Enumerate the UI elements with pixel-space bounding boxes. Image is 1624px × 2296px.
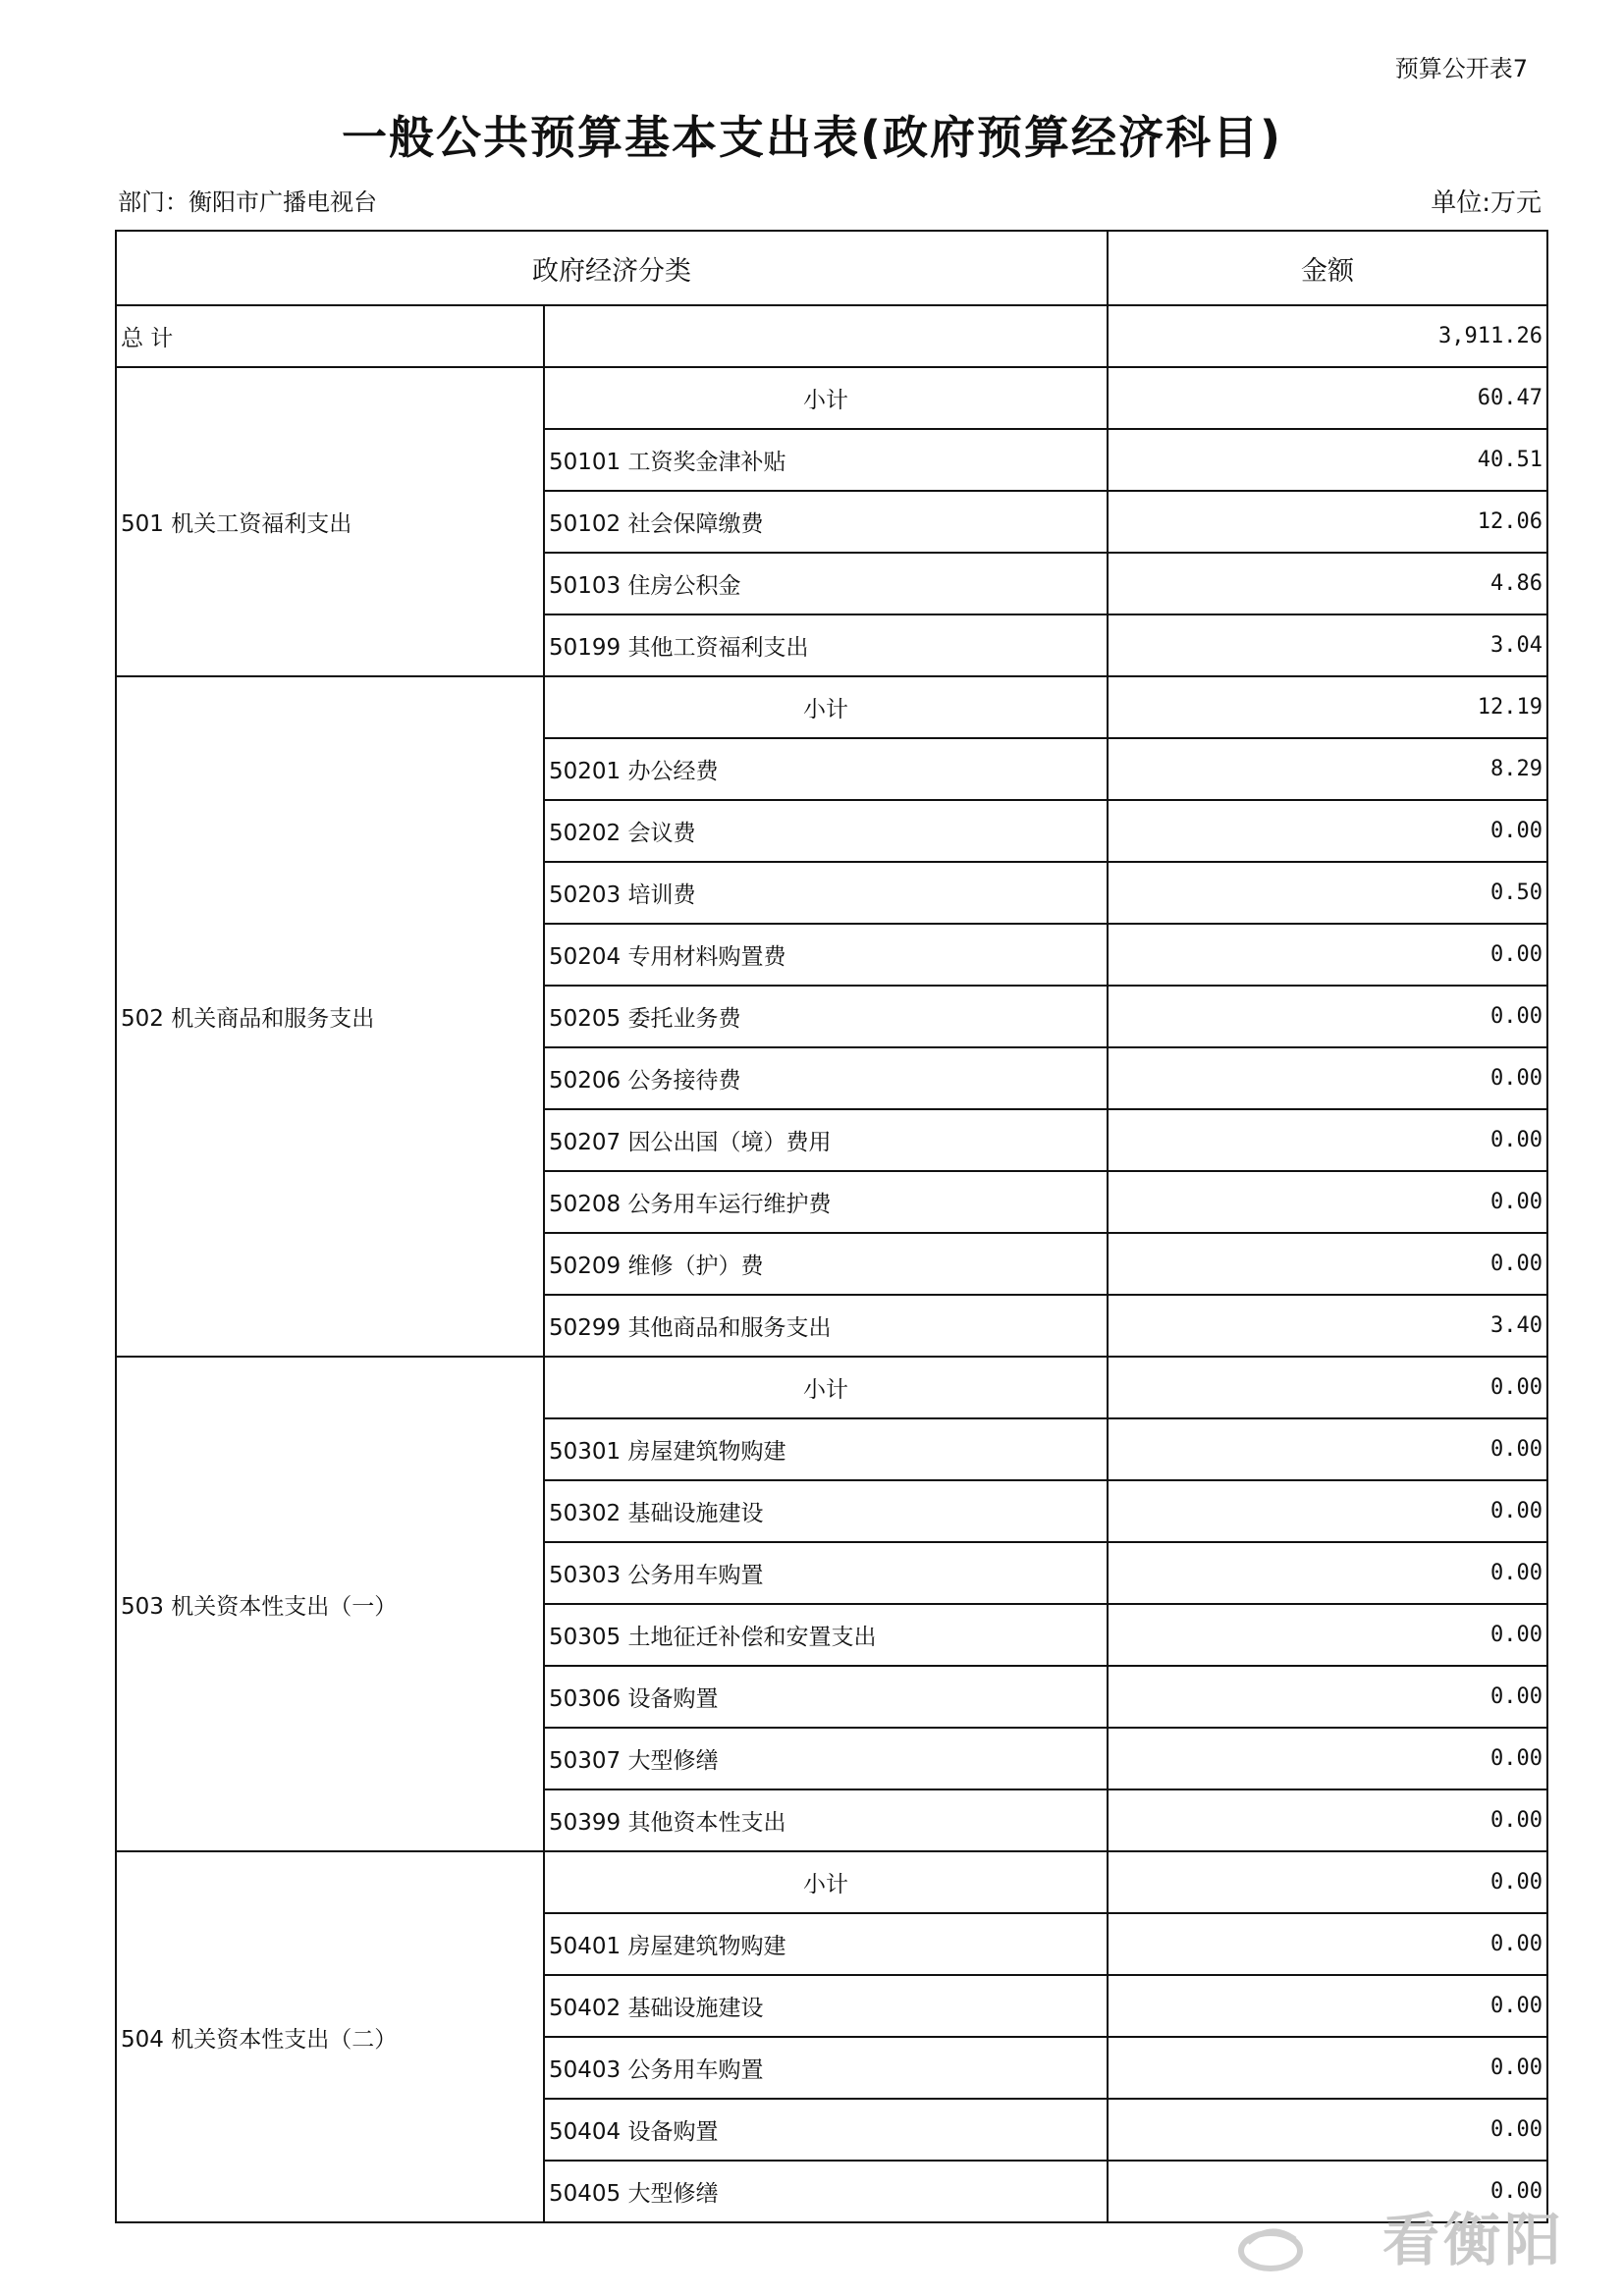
unit-label: 单位:万元 xyxy=(1431,188,1542,218)
item-label: 50202 会议费 xyxy=(544,800,1108,862)
group-label: 503 机关资本性支出（一） xyxy=(116,1357,544,1851)
item-amount: 0.00 xyxy=(1108,1480,1547,1542)
total-empty-cell xyxy=(544,305,1108,367)
item-amount: 3.40 xyxy=(1108,1295,1547,1357)
item-label: 50199 其他工资福利支出 xyxy=(544,614,1108,676)
item-amount: 3.04 xyxy=(1108,614,1547,676)
item-label: 50207 因公出国（境）费用 xyxy=(544,1109,1108,1171)
item-label: 50404 设备购置 xyxy=(544,2099,1108,2161)
item-label: 50306 设备购置 xyxy=(544,1666,1108,1728)
item-label: 50206 公务接待费 xyxy=(544,1047,1108,1109)
subtotal-amount: 12.19 xyxy=(1108,676,1547,738)
header-amount: 金额 xyxy=(1108,231,1547,305)
budget-table xyxy=(115,230,1548,2223)
item-amount: 0.00 xyxy=(1108,2037,1547,2099)
total-amount: 3,911.26 xyxy=(1108,305,1547,367)
total-label: 总 计 xyxy=(116,305,544,367)
department-label: 部门：衡阳市广播电视台 xyxy=(118,188,377,216)
item-amount: 8.29 xyxy=(1108,738,1547,800)
item-amount: 12.06 xyxy=(1108,491,1547,553)
table-header-row xyxy=(116,231,1547,305)
item-label: 50209 维修（护）费 xyxy=(544,1233,1108,1295)
item-amount: 40.51 xyxy=(1108,429,1547,491)
item-amount: 0.00 xyxy=(1108,1047,1547,1109)
subtotal-row xyxy=(116,1357,1547,1418)
item-amount: 4.86 xyxy=(1108,553,1547,614)
item-amount: 0.00 xyxy=(1108,800,1547,862)
item-label: 50102 社会保障缴费 xyxy=(544,491,1108,553)
item-amount: 0.00 xyxy=(1108,1666,1547,1728)
item-label: 50103 住房公积金 xyxy=(544,553,1108,614)
watermark-text: 看衡阳 xyxy=(1381,2207,1565,2273)
group-label: 504 机关资本性支出（二） xyxy=(116,1851,544,2222)
item-label: 50299 其他商品和服务支出 xyxy=(544,1295,1108,1357)
page-title: 一般公共预算基本支出表(政府预算经济科目) xyxy=(341,111,1283,164)
subtotal-label: 小计 xyxy=(544,1357,1108,1418)
item-label: 50405 大型修缮 xyxy=(544,2161,1108,2222)
item-label: 50101 工资奖金津补贴 xyxy=(544,429,1108,491)
subtotal-label: 小计 xyxy=(544,1851,1108,1913)
item-label: 50401 房屋建筑物购建 xyxy=(544,1913,1108,1975)
item-amount: 0.00 xyxy=(1108,1789,1547,1851)
item-amount: 0.00 xyxy=(1108,1233,1547,1295)
item-label: 50301 房屋建筑物购建 xyxy=(544,1418,1108,1480)
group-label: 501 机关工资福利支出 xyxy=(116,367,544,676)
group-label: 502 机关商品和服务支出 xyxy=(116,676,544,1357)
subtotal-label: 小计 xyxy=(544,676,1108,738)
table-number-label: 预算公开表7 xyxy=(1394,55,1528,82)
subtotal-row xyxy=(116,676,1547,738)
item-amount: 0.00 xyxy=(1108,2099,1547,2161)
subtotal-amount: 0.00 xyxy=(1108,1851,1547,1913)
item-label: 50399 其他资本性支出 xyxy=(544,1789,1108,1851)
item-label: 50208 公务用车运行维护费 xyxy=(544,1171,1108,1233)
item-amount: 0.00 xyxy=(1108,1109,1547,1171)
item-amount: 0.00 xyxy=(1108,1913,1547,1975)
subtotal-row xyxy=(116,1851,1547,1913)
item-amount: 0.00 xyxy=(1108,1542,1547,1604)
item-label: 50201 办公经费 xyxy=(544,738,1108,800)
item-label: 50203 培训费 xyxy=(544,862,1108,924)
item-label: 50204 专用材料购置费 xyxy=(544,924,1108,986)
subtotal-amount: 60.47 xyxy=(1108,367,1547,429)
item-amount: 0.00 xyxy=(1108,1975,1547,2037)
item-label: 50403 公务用车购置 xyxy=(544,2037,1108,2099)
item-amount: 0.00 xyxy=(1108,1171,1547,1233)
item-amount: 0.00 xyxy=(1108,2161,1547,2222)
item-amount: 0.00 xyxy=(1108,1418,1547,1480)
header-classification: 政府经济分类 xyxy=(116,231,1108,305)
item-label: 50205 委托业务费 xyxy=(544,986,1108,1047)
item-label: 50302 基础设施建设 xyxy=(544,1480,1108,1542)
subtotal-row xyxy=(116,367,1547,429)
item-amount: 0.00 xyxy=(1108,1604,1547,1666)
item-amount: 0.00 xyxy=(1108,986,1547,1047)
item-label: 50402 基础设施建设 xyxy=(544,1975,1108,2037)
watermark-logo-icon xyxy=(1236,2221,1305,2274)
item-amount: 0.00 xyxy=(1108,1728,1547,1789)
item-amount: 0.50 xyxy=(1108,862,1547,924)
subtotal-amount: 0.00 xyxy=(1108,1357,1547,1418)
item-label: 50307 大型修缮 xyxy=(544,1728,1108,1789)
total-row xyxy=(116,305,1547,367)
item-amount: 0.00 xyxy=(1108,924,1547,986)
subtotal-label: 小计 xyxy=(544,367,1108,429)
item-label: 50305 土地征迁补偿和安置支出 xyxy=(544,1604,1108,1666)
item-label: 50303 公务用车购置 xyxy=(544,1542,1108,1604)
